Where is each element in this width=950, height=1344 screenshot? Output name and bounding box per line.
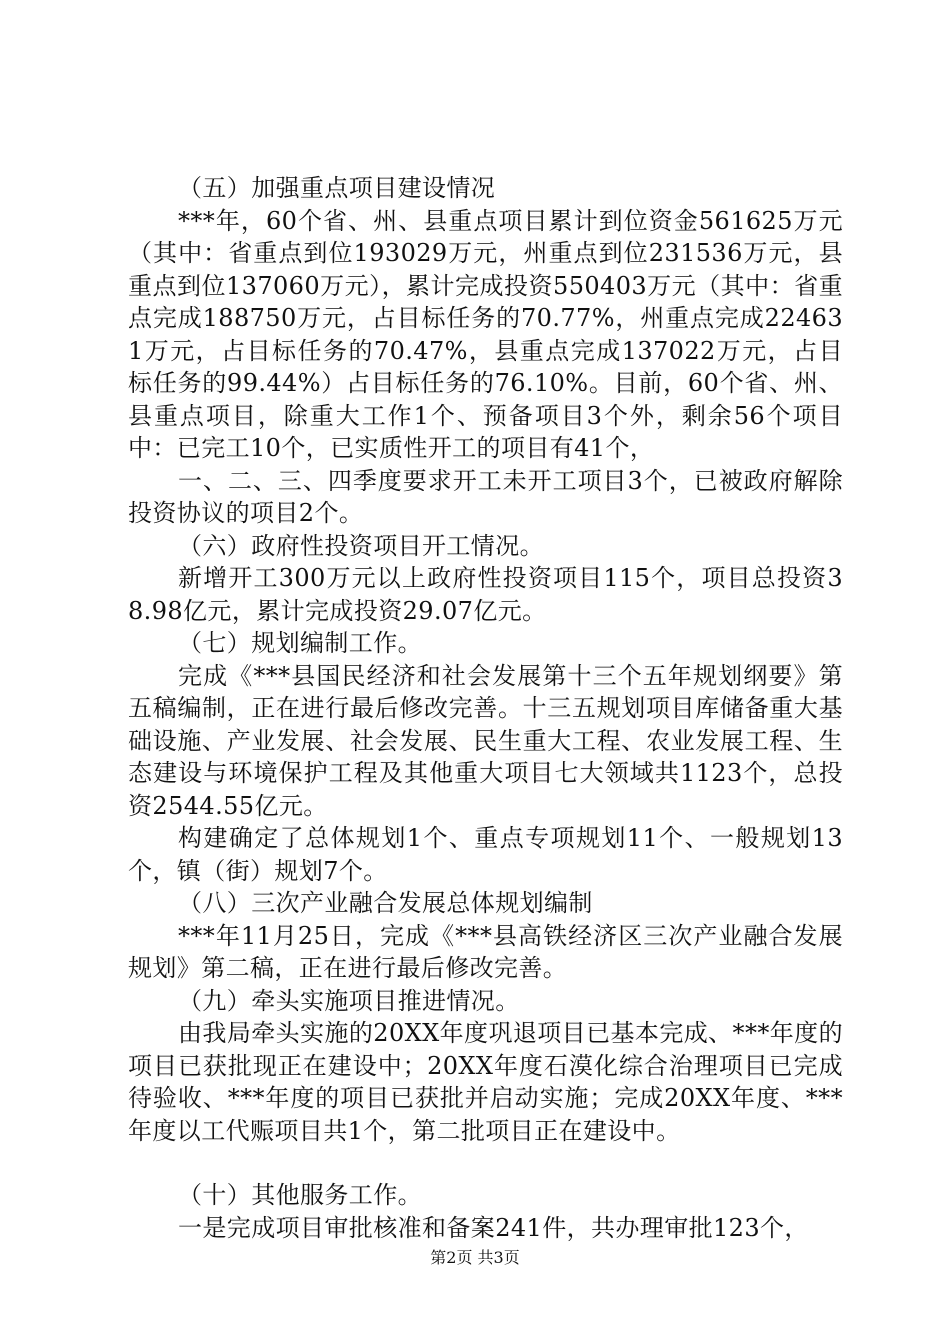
heading-section-5: （五）加强重点项目建设情况 — [178, 174, 496, 202]
paragraph-gap — [128, 1147, 843, 1179]
heading-section-6: （六）政府性投资项目开工情况。 — [178, 531, 544, 560]
paragraph-lead-projects: 由我局牵头实施的20XX年度巩退项目已基本完成、***年度的项目已获批现正在建设中；20XX年度石漠化综合治理项目已完成待验收、***年度的项目已获批并启动实施；完成20XX年度、***年度以工代赈项目共1个，第二批项目正在建设中。 — [128, 1019, 843, 1145]
page-number-footer: 第2页 共3页 — [430, 1248, 520, 1267]
paragraph-planning-system: 构建确定了总体规划1个、重点专项规划11个、一般规划13个，镇（街）规划7个。 — [128, 824, 843, 885]
heading-section-8: （八）三次产业融合发展总体规划编制 — [178, 889, 593, 917]
paragraph-planning-outline: 完成《***县国民经济和社会发展第十三个五年规划纲要》第五稿编制，正在进行最后修改完善。十三五规划项目库储备重大基础设施、产业发展、社会发展、民生重大工程、农业发展工程、生态建设与环境保护工程及其他重大项目七大领域共1123个，总投资2544.55亿元。 — [128, 661, 843, 820]
heading-section-7: （七）规划编制工作。 — [178, 629, 422, 657]
paragraph-key-projects: ***年，60个省、州、县重点项目累计到位资金561625万元（其中：省重点到位193029万元，州重点到位231536万元，县重点到位137060万元），累计完成投资550403万元（其中：省重点完成188750万元，占目标任务的70.77%，州重点完成224631万元，占目标任务的70.47%，县重点完成137022万元，占目标任务的99.44%）占目标任务的76.10%。目前，60个省、州、县重点项目，除重大工作1个、预备项目3个外，剩余56个项目中：已完工10个，已实质性开工的项目有41个， — [128, 206, 843, 462]
paragraph-government-investment: 新增开工300万元以上政府性投资项目115个，项目总投资38.98亿元，累计完成投资29.07亿元。 — [128, 564, 843, 625]
heading-section-10: （十）其他服务工作。 — [178, 1181, 422, 1209]
paragraph-other-services: 一是完成项目审批核准和备案241件，共办理审批123个， — [178, 1213, 809, 1242]
document-body — [128, 172, 843, 1244]
paragraph-industry-integration: ***年11月25日，完成《***县高铁经济区三次产业融合发展规划》第二稿，正在进行最后修改完善。 — [128, 921, 843, 982]
heading-section-9: （九）牵头实施项目推进情况。 — [178, 986, 520, 1015]
paragraph-unstarted-projects: 一、二、三、四季度要求开工未开工项目3个，已被政府解除投资协议的项目2个。 — [128, 466, 843, 527]
